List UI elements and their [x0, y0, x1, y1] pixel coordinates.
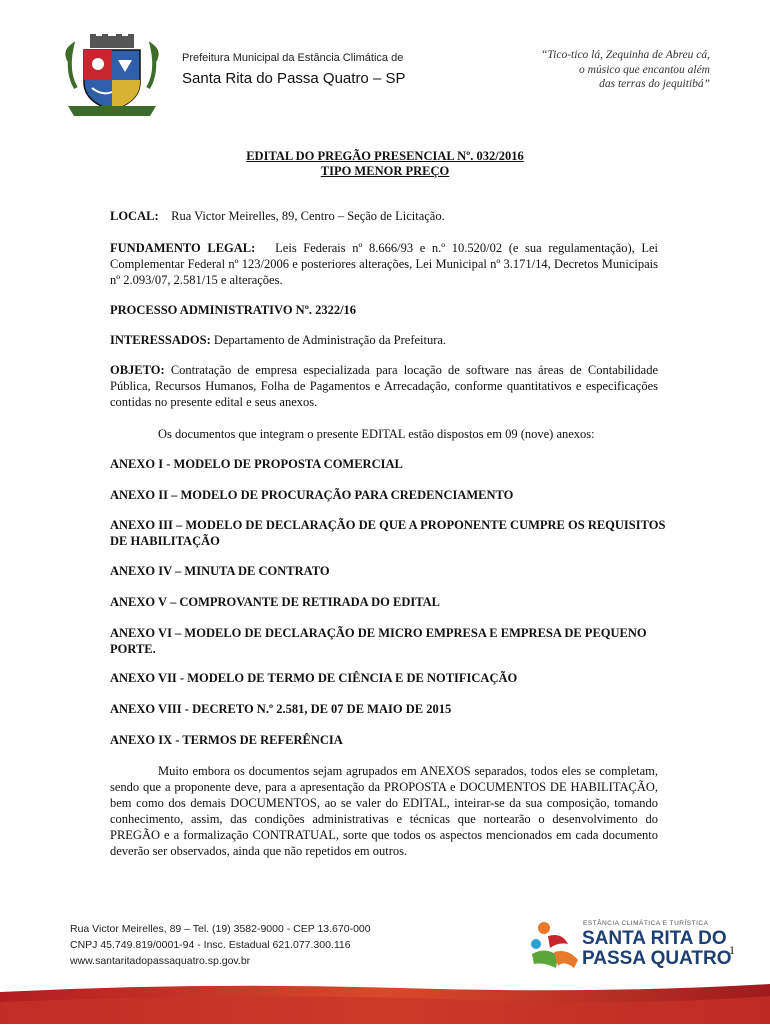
anexo-item: ANEXO I - MODELO DE PROPOSTA COMERCIAL: [110, 457, 403, 471]
page-number: 1: [729, 943, 735, 957]
interessados-text: Departamento de Administração da Prefeitura.: [213, 333, 447, 347]
footer-address: Rua Victor Meirelles, 89 – Tel. (19) 3582-9000 - CEP 13.670-000: [70, 923, 371, 935]
anexo-item: ANEXO VIII - DECRETO N.º 2.581, DE 07 DE MAIO DE 2015: [110, 702, 452, 716]
interessados-paragraph: [110, 332, 658, 348]
objeto-paragraph: [110, 362, 658, 410]
footer-cnpj: CNPJ 45.749.819/0001-94 - Insc. Estadual 621.077.300.116: [70, 939, 351, 951]
anexo-item: ANEXO IX - TERMOS DE REFERÊNCIA: [110, 733, 343, 747]
local-text: Rua Victor Meirelles, 89, Centro – Seção de Licitação.: [171, 209, 445, 223]
fundamento-text: Leis Federais nº 8.666/93 e n.º 10.520/02 (e sua regulamentação), Lei Complementar Federal nº 123/2006 e posteriores alterações, Lei Municipal nº 3.171/14, Decretos Municipais nº 2.093/07, 2.581/15 e alterações.: [110, 241, 659, 287]
city-line: Santa Rita do Passa Quatro – SP: [182, 70, 406, 87]
anexo-item: ANEXO VII - MODELO DE TERMO DE CIÊNCIA E DE NOTIFICAÇÃO: [110, 671, 518, 685]
objeto-label: OBJETO:: [110, 363, 165, 377]
local-paragraph: [110, 208, 658, 224]
logo-line2: PASSA QUATRO: [582, 948, 732, 969]
footer-band: [0, 978, 770, 1024]
coat-of-arms-logo: [62, 32, 162, 122]
logo-line1: SANTA RITA DO: [582, 928, 727, 949]
local-label: LOCAL:: [110, 209, 159, 223]
processo-line: PROCESSO ADMINISTRATIVO Nº. 2322/16: [110, 303, 357, 317]
municipality-line: Prefeitura Municipal da Estância Climática de: [182, 52, 404, 64]
interessados-label: INTERESSADOS:: [110, 333, 211, 347]
fundamento-paragraph: [110, 240, 658, 288]
document-subtitle: TIPO MENOR PREÇO: [320, 164, 450, 178]
anexo-item: ANEXO IV – MINUTA DE CONTRATO: [110, 564, 330, 578]
anexo-item: ANEXO III – MODELO DE DECLARAÇÃO DE QUE A PROPONENTE CUMPRE OS REQUISITOS DE HABILITAÇÃO: [110, 518, 666, 548]
header-quote: “Tico-tico lá, Zequinha de Abreu cá, o músico que encantou além das terras do jequitibá”: [541, 49, 710, 90]
fundamento-label: FUNDAMENTO LEGAL:: [110, 241, 256, 255]
anexo-item: ANEXO II – MODELO DE PROCURAÇÃO PARA CREDENCIAMENTO: [110, 488, 514, 502]
objeto-text: Contratação de empresa especializada para locação de software nas áreas de Contabilidade Pública, Recursos Humanos, Folha de Pagamentos e Arrecadação, conforme quantitativos e especificações contidas no presente edital e seus anexos.: [110, 363, 659, 409]
closing-paragraph: Muito embora os documentos sejam agrupados em ANEXOS separados, todos eles se completam, sendo que a proponente deve, para a apresentação da PROPOSTA e DOCUMENTOS DE HABILITAÇÃO, bem como dos demais DOCUMENTOS, ao se valer do EDITAL, inteirar-se da sua composição, tomando conhecimento, assim, das condições administrativas e técnicas que nortearão o desenvolvimento do PREGÃO e a formalização CONTRATUAL, sorte que todos os aspectos mencionados em cada documento deverão ser observados, ainda que não repetidos em outros.: [110, 764, 658, 858]
tourism-logo-icon: [528, 918, 583, 970]
footer-website[interactable]: www.santaritadopassaquatro.sp.gov.br: [70, 955, 251, 967]
document-title: EDITAL DO PREGÃO PRESENCIAL Nº. 032/2016: [246, 149, 524, 163]
anexo-item: ANEXO V – COMPROVANTE DE RETIRADA DO EDITAL: [110, 595, 441, 609]
anexos-intro: Os documentos que integram o presente EDITAL estão dispostos em 09 (nove) anexos:: [158, 427, 595, 441]
anexo-item: ANEXO VI – MODELO DE DECLARAÇÃO DE MICRO EMPRESA E EMPRESA DE PEQUENO PORTE.: [110, 626, 647, 656]
logo-tagline: ESTÂNCIA CLIMÁTICA E TURÍSTICA: [583, 920, 709, 927]
